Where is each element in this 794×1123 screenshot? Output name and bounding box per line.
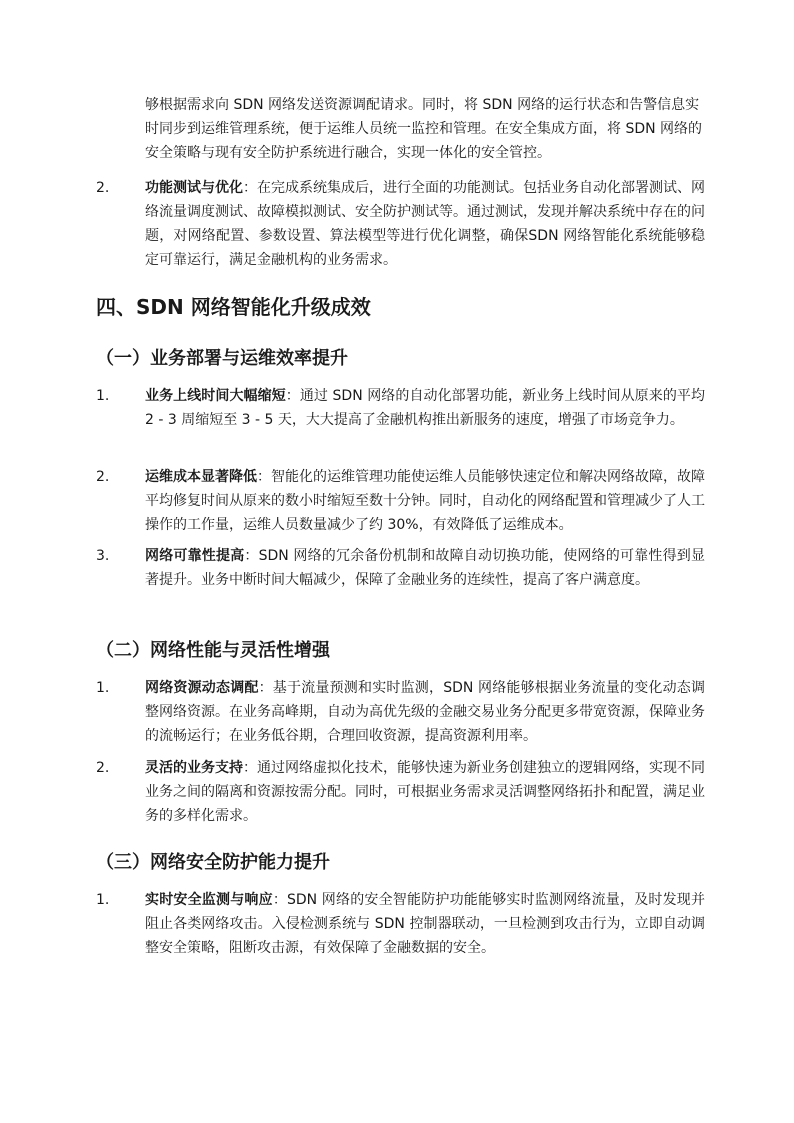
subsection-heading-2: （二）网络性能与灵活性增强 bbox=[96, 640, 330, 661]
subsection-heading-3: （三）网络安全防护能力提升 bbox=[96, 852, 330, 873]
list-item-text: ：SDN 网络的安全智能防护功能能够实时监测网络流量，及时发现并阻止各类网络攻击。入侵检测系统与 SDN 控制器联动，一旦检测到攻击行为，立即自动调整安全策略，阻断攻击源，有效保障了金融数据的安全。 bbox=[145, 892, 706, 956]
list-item bbox=[96, 676, 706, 748]
list-number: 2. bbox=[96, 760, 110, 776]
list-item-text: ：通过网络虚拟化技术，能够快速为新业务创建独立的逻辑网络，实现不同业务之间的隔离和资源按需分配。同时，可根据业务需求灵活调整网络拓扑和配置，满足业务的多样化需求。 bbox=[145, 760, 705, 824]
list-item-function-test bbox=[96, 176, 706, 272]
list-number: 2. bbox=[96, 469, 110, 485]
list-item-text: ：在完成系统集成后，进行全面的功能测试。包括业务自动化部署测试、网络流量调度测试、故障模拟测试、安全防护测试等。通过测试，发现并解决系统中存在的问题，对网络配置、参数设置、算法模型等进行优化调整，确保SDN 网络智能化系统能够稳定可靠运行，满足金融机构的业务需求。 bbox=[145, 180, 705, 268]
list-number: 2. bbox=[96, 180, 110, 196]
list-item bbox=[96, 544, 706, 592]
list-item-body bbox=[145, 544, 705, 592]
list-item-lead: 灵活的业务支持 bbox=[145, 760, 243, 776]
list-item-body bbox=[145, 176, 705, 272]
list-item-lead: 网络可靠性提高 bbox=[145, 548, 245, 564]
list-item bbox=[96, 384, 706, 432]
list-item-lead: 网络资源动态调配 bbox=[145, 680, 259, 696]
list-number: 3. bbox=[96, 548, 110, 564]
list-item-lead: 功能测试与优化 bbox=[145, 180, 243, 196]
list-item-text: ：基于流量预测和实时监测，SDN 网络能够根据业务流量的变化动态调整网络资源。在业务高峰期，自动为高优先级的金融交易业务分配更多带宽资源，保障业务的流畅运行；在业务低谷期，合理回收资源，提高资源利用率。 bbox=[145, 680, 706, 744]
list-item bbox=[96, 756, 706, 828]
list-item-body bbox=[145, 384, 705, 432]
list-item-text: ：智能化的运维管理功能使运维人员能够快速定位和解决网络故障，故障平均修复时间从原来的数小时缩短至数十分钟。同时，自动化的网络配置和管理减少了人工操作的工作量，运维人员数量减少了约 30%，有效降低了运维成本。 bbox=[145, 469, 705, 533]
list-item bbox=[96, 465, 706, 537]
list-item-body bbox=[145, 465, 705, 537]
list-item-body bbox=[145, 756, 705, 828]
list-number: 1. bbox=[96, 680, 110, 696]
list-number: 1. bbox=[96, 388, 110, 404]
continuation-paragraph: 够根据需求向 SDN 网络发送资源调配请求。同时，将 SDN 网络的运行状态和告警信息实时同步到运维管理系统，便于运维人员统一监控和管理。在安全集成方面，将 SDN 网络的安全策略与现有安全防护系统进行融合，实现一体化的安全管控。 bbox=[145, 97, 703, 161]
list-item-text: ：通过 SDN 网络的自动化部署功能，新业务上线时间从原来的平均 2 - 3 周缩短至 3 - 5 天，大大提高了金融机构推出新服务的速度，增强了市场竞争力。 bbox=[145, 388, 705, 428]
list-item-body bbox=[145, 888, 705, 960]
list-item bbox=[96, 888, 706, 960]
list-item-lead: 业务上线时间大幅缩短 bbox=[145, 388, 286, 404]
subsection-heading-1: （一）业务部署与运维效率提升 bbox=[96, 348, 348, 369]
section-heading-4: 四、SDN 网络智能化升级成效 bbox=[96, 295, 371, 319]
list-item-body bbox=[145, 676, 705, 748]
list-item-lead: 运维成本显著降低 bbox=[145, 469, 257, 485]
list-item-lead: 实时安全监测与响应 bbox=[145, 892, 273, 908]
list-item-text: ：SDN 网络的冗余备份机制和故障自动切换功能，使网络的可靠性得到显著提升。业务中断时间大幅减少，保障了金融业务的连续性，提高了客户满意度。 bbox=[145, 548, 705, 588]
list-number: 1. bbox=[96, 892, 110, 908]
